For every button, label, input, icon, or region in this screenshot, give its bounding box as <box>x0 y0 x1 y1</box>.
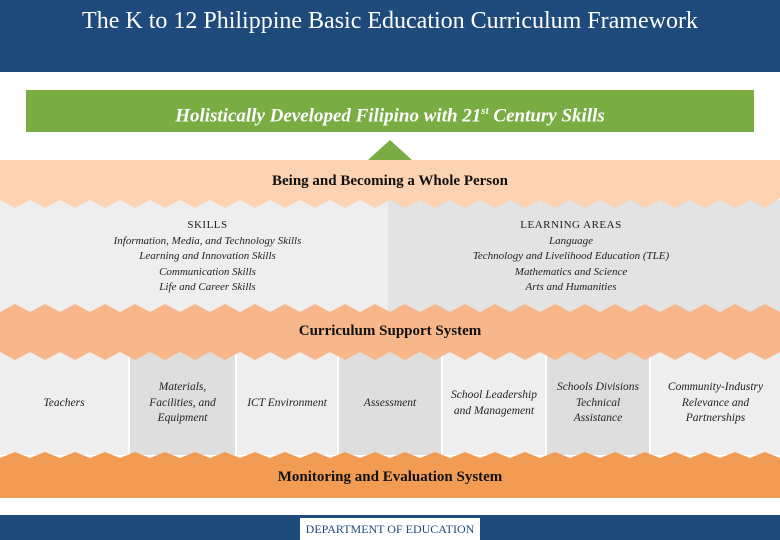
skill-item: Communication Skills <box>159 265 256 278</box>
support-item-materials <box>130 352 235 455</box>
learning-area-item: Technology and Livelihood Education (TLE) <box>472 250 670 262</box>
support-item-ict <box>237 352 337 455</box>
support-item-leadership <box>443 352 545 455</box>
support-band <box>0 302 780 362</box>
learning-area-item: Mathematics and Science <box>514 265 628 278</box>
support-item-label: Materials, Facilities, and Equipment <box>149 381 216 425</box>
skill-item: Learning and Innovation Skills <box>139 250 276 262</box>
goal-text-rest: Century Skills <box>488 105 605 127</box>
goal-text: Holistically Developed Filipino with 21 <box>175 105 482 127</box>
monitoring-band-label: Monitoring and Evaluation System <box>277 469 503 485</box>
learning-area-item: Arts and Humanities <box>525 281 617 293</box>
support-item-label: ICT Environment <box>247 396 327 409</box>
title-text: The K to 12 Philippine Basic Education Curriculum Framework <box>82 8 698 34</box>
page-title <box>0 0 780 72</box>
being-band <box>0 160 780 208</box>
skills-heading: SKILLS <box>187 219 228 231</box>
skill-item: Information, Media, and Technology Skills <box>113 234 302 247</box>
support-item-label: School Leadership and Management <box>451 389 537 417</box>
support-item-label: Community-Industry Relevance and Partnerships <box>667 381 764 425</box>
support-item-community <box>651 352 780 455</box>
support-item-divisions <box>547 352 649 455</box>
support-item-label: Assessment <box>363 396 417 409</box>
support-band-label: Curriculum Support System <box>298 323 482 339</box>
support-item-label: Teachers <box>43 396 85 409</box>
being-band-label: Being and Becoming a Whole Person <box>272 173 508 189</box>
goal-superscript: st <box>481 105 489 117</box>
goal-banner <box>26 90 754 132</box>
support-item-assessment <box>339 352 441 455</box>
footer-label: DEPARTMENT OF EDUCATION <box>300 518 480 540</box>
support-item-teachers <box>0 352 128 455</box>
support-item-label: Schools Divisions Technical Assistance <box>556 381 640 425</box>
learning-areas-column <box>400 218 742 296</box>
goal-arrow-icon <box>0 134 780 160</box>
learning-area-item: Language <box>549 234 593 247</box>
skill-item: Life and Career Skills <box>159 281 256 293</box>
monitoring-band <box>0 450 780 498</box>
learning-areas-heading: LEARNING AREAS <box>520 219 622 231</box>
skills-column <box>20 218 395 296</box>
